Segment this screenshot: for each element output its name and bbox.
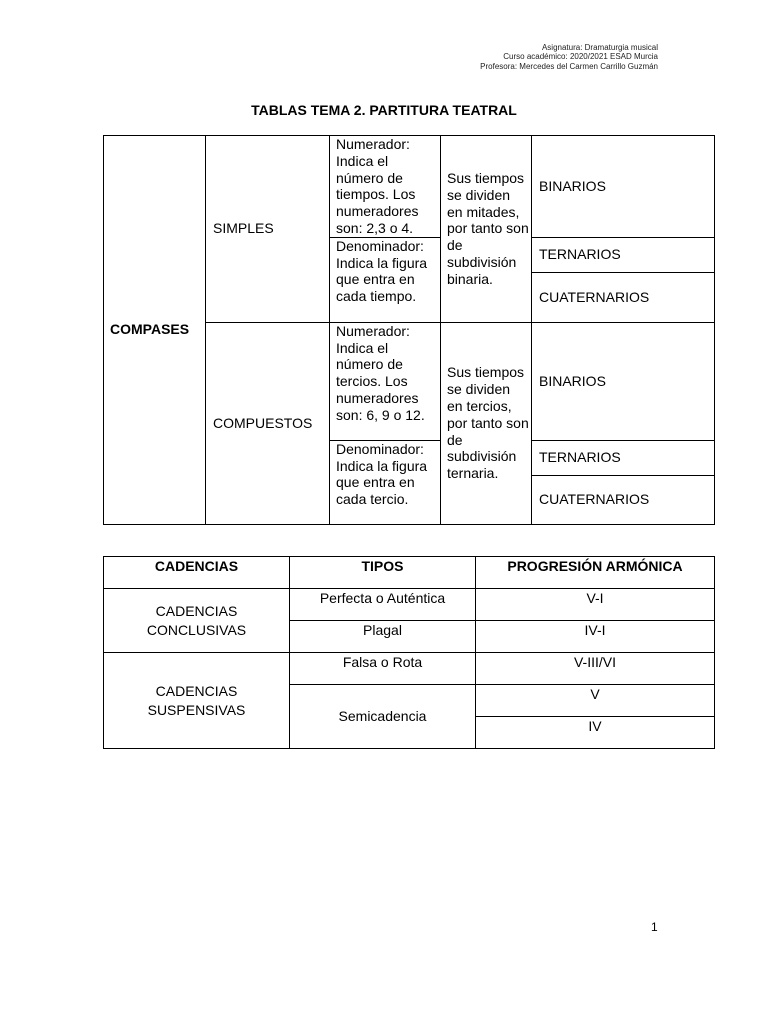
progresion-falsa: V-III/VI <box>476 653 715 685</box>
simples-numerador: Numerador: Indica el número de tiempos. Los numeradores son: 2,3 o 4. <box>330 136 441 238</box>
progresion-semicadencia-v: V <box>476 685 715 717</box>
page-title: TABLAS TEMA 2. PARTITURA TEATRAL <box>251 102 517 118</box>
suspensivas-label: CADENCIAS SUSPENSIVAS <box>104 653 290 749</box>
page-number: 1 <box>651 920 658 934</box>
progresion-perfecta: V-I <box>476 589 715 621</box>
document-header <box>480 43 658 71</box>
header-course: Curso académico: 2020/2021 ESAD Murcia <box>503 52 658 62</box>
compuestos-label: COMPUESTOS <box>206 322 330 524</box>
compuestos-subdivision: Sus tiempos se dividen en tercios, por tanto son de subdivisión ternaria. <box>441 322 532 524</box>
progresion-plagal: IV-I <box>476 621 715 653</box>
compuestos-tipo-ternarios: TERNARIOS <box>532 440 715 475</box>
header-progresion: PROGRESIÓN ARMÓNICA <box>476 557 715 589</box>
cadencias-table <box>103 556 715 749</box>
header-subject: Asignatura: Dramaturgia musical <box>541 43 658 52</box>
simples-denominador: Denominador: Indica la figura que entra en cada tiempo. <box>330 237 441 322</box>
conclusivas-label: CADENCIAS CONCLUSIVAS <box>104 589 290 653</box>
progresion-semicadencia-iv: IV <box>476 717 715 749</box>
simples-label: SIMPLES <box>206 136 330 323</box>
tipo-falsa: Falsa o Rota <box>290 653 476 685</box>
simples-tipo-cuaternarios: CUATERNARIOS <box>532 272 715 322</box>
tipo-perfecta: Perfecta o Auténtica <box>290 589 476 621</box>
simples-tipo-ternarios: TERNARIOS <box>532 237 715 272</box>
header-teacher: Profesora: Mercedes del Carmen Carrillo Guzmán <box>480 61 658 71</box>
simples-subdivision: Sus tiempos se dividen en mitades, por tanto son de subdivisión binaria. <box>441 136 532 323</box>
tipo-semicadencia: Semicadencia <box>290 685 476 749</box>
compases-label: COMPASES <box>104 136 206 525</box>
compuestos-denominador: Denominador: Indica la figura que entra en cada tercio. <box>330 440 441 524</box>
compuestos-tipo-cuaternarios: CUATERNARIOS <box>532 475 715 524</box>
compuestos-numerador: Numerador: Indica el número de tercios. Los numeradores son: 6, 9 o 12. <box>330 322 441 440</box>
tipo-plagal: Plagal <box>290 621 476 653</box>
compuestos-tipo-binarios: BINARIOS <box>532 322 715 440</box>
compases-table <box>103 135 715 525</box>
simples-tipo-binarios: BINARIOS <box>532 136 715 238</box>
header-cadencias: CADENCIAS <box>104 557 290 589</box>
header-tipos: TIPOS <box>290 557 476 589</box>
